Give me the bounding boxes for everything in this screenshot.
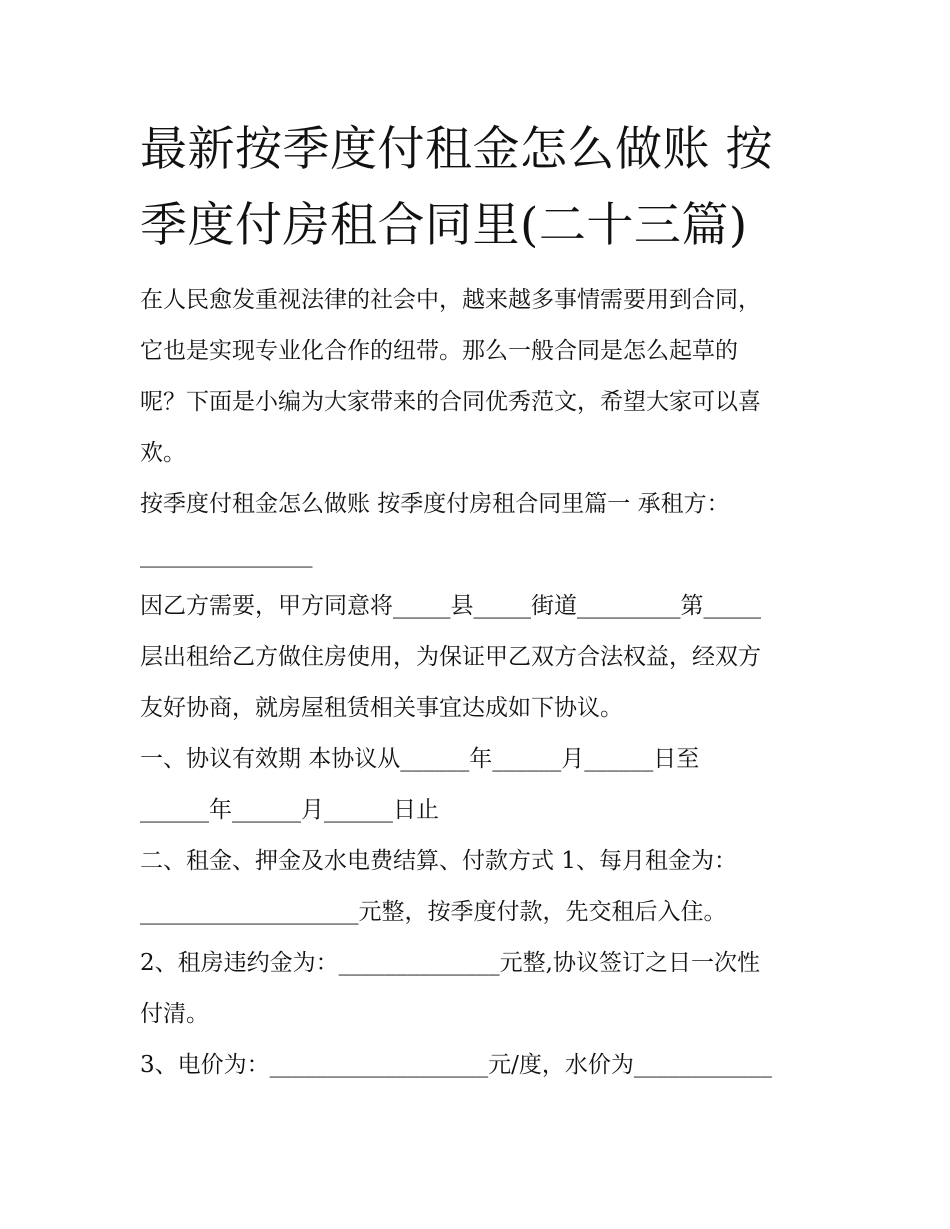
clause-line: 2、租房违约金为：______________元整,协议签订之日一次性 (140, 950, 760, 976)
body-line: 呢？下面是小编为大家带来的合同优秀范文，希望大家可以喜 (140, 389, 761, 415)
body-line: 欢。 (140, 440, 186, 466)
clause-line: 二、租金、押金及水电费结算、付款方式 1、每月租金为： (140, 848, 737, 874)
body-line: 友好协商，就房屋租赁相关事宜达成如下协议。 (140, 695, 623, 721)
clause-line: 一、协议有效期 本协议从______年______月______日至 (140, 746, 700, 772)
title-line-1: 最新按季度付租金怎么做账 按 (140, 122, 773, 177)
clause-line: 3、电价为：___________________元/度，水价为____________ (140, 1052, 772, 1078)
clause-line: ______年______月______日止 (140, 797, 439, 823)
blank-underline: _______________ (140, 542, 313, 568)
document-body (140, 275, 830, 1091)
clause-line: ___________________元整，按季度付款，先交租后入住。 (140, 899, 727, 925)
body-line: 因乙方需要，甲方同意将_____县_____街道_________第_____ (140, 593, 761, 619)
body-line: 层出租给乙方做住房使用，为保证甲乙双方合法权益，经双方 (140, 644, 761, 670)
page-title (140, 112, 820, 264)
clause-line: 付清。 (140, 1001, 209, 1027)
body-line: 在人民愈发重视法律的社会中，越来越多事情需要用到合同， (140, 287, 761, 313)
section-heading-line: 按季度付租金怎么做账 按季度付房租合同里篇一 承租方： (140, 491, 730, 517)
title-line-2: 季度付房租合同里(二十三篇) (140, 198, 748, 253)
body-line: 它也是实现专业化合作的纽带。那么一般合同是怎么起草的 (140, 338, 738, 364)
